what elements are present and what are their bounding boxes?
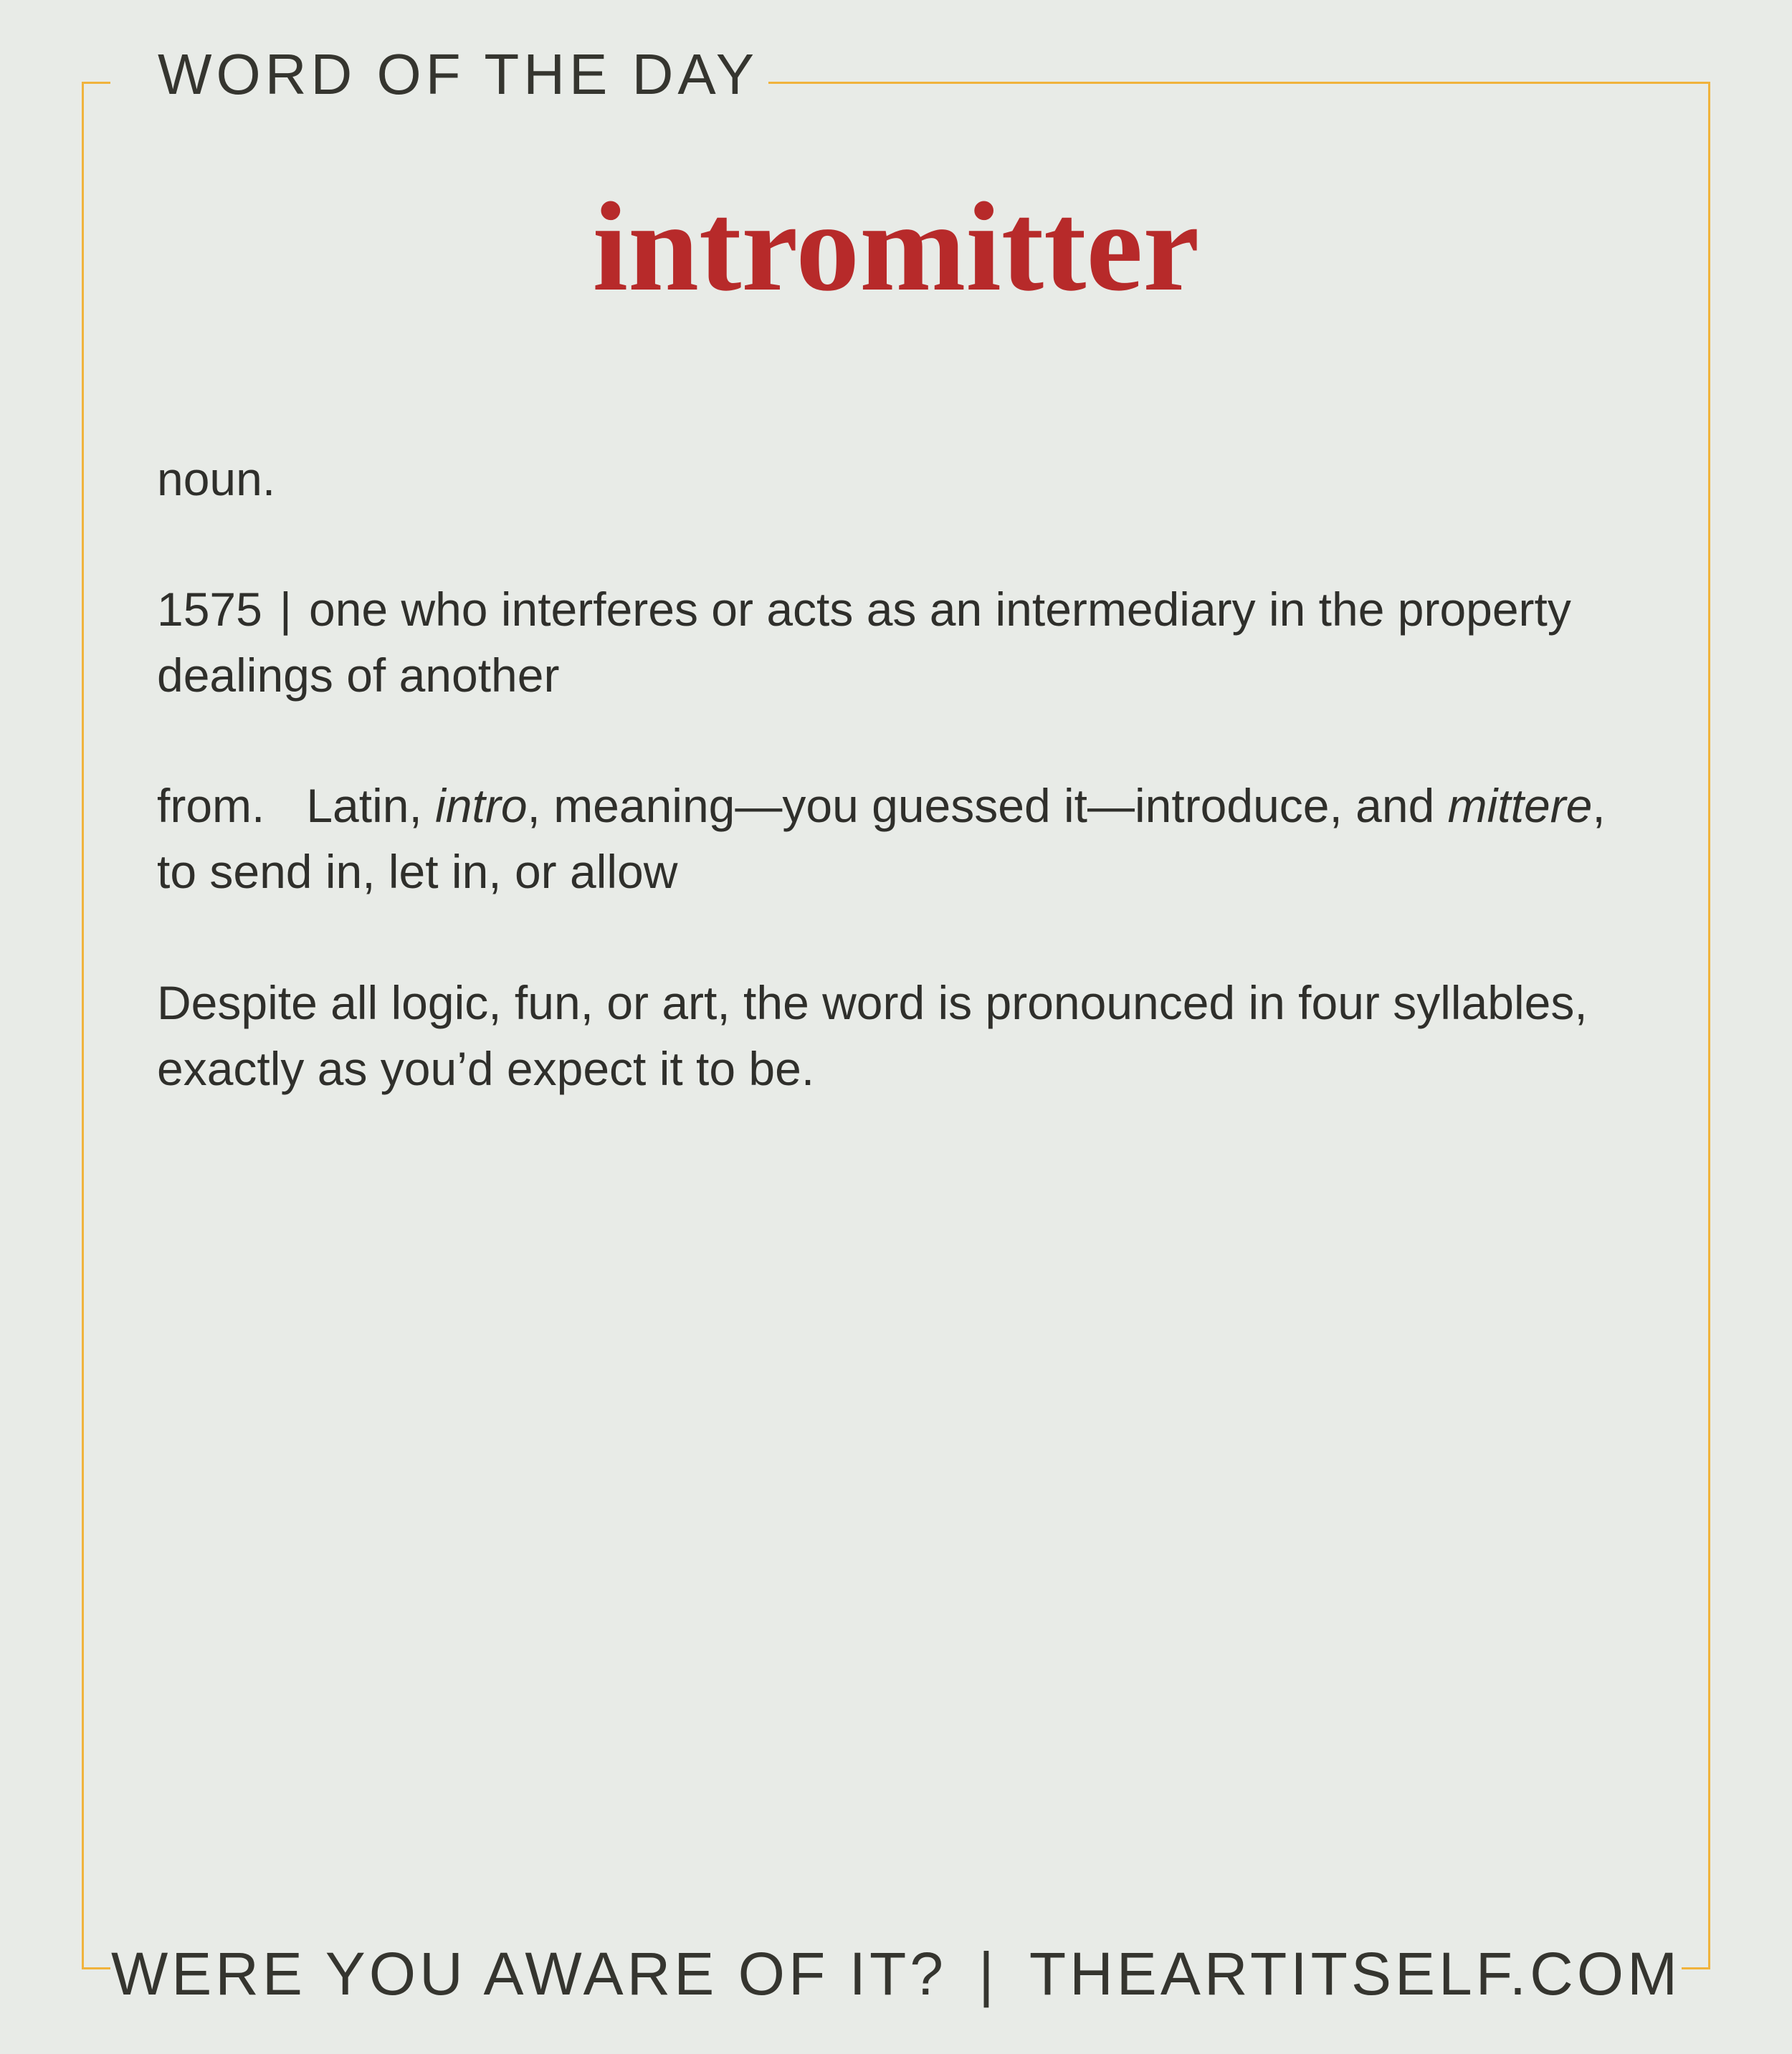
frame-left [82,82,84,1969]
pronunciation-note: Despite all logic, fun, or art, the word is pronounced in four syllables, exactly as you’d expect it to be. [157,976,1588,1095]
footer [0,1940,1792,2007]
etymology-part2: , meaning—you guessed it—introduce, and [527,779,1448,832]
etymology-part1: Latin, [306,779,436,832]
etymology-label: from. [157,779,265,832]
etymology [157,773,1634,904]
etymology-term-intro: intro [435,779,528,832]
frame-top-right [768,82,1710,84]
footer-question: WERE YOU AWARE OF IT? [110,1940,947,2007]
definition-year: 1575 [157,583,262,636]
frame-right [1708,82,1710,1969]
headword: intromitter [592,176,1200,317]
definition-text: one who interferes or acts as an intermediary in the property dealings of another [157,583,1571,702]
footer-site-link[interactable]: THEARTITSELF.COM [1029,1940,1682,2007]
frame-top-left [82,82,110,84]
definition [157,576,1634,708]
footer-separator: | [978,1940,998,2007]
etymology-part3: , to send in, let in, or allow [157,779,1606,898]
part-of-speech: noun. [157,452,276,505]
definition-separator: | [279,583,292,636]
etymology-term-mittere: mittere [1447,779,1593,832]
header-title: WORD OF THE DAY [158,42,759,106]
